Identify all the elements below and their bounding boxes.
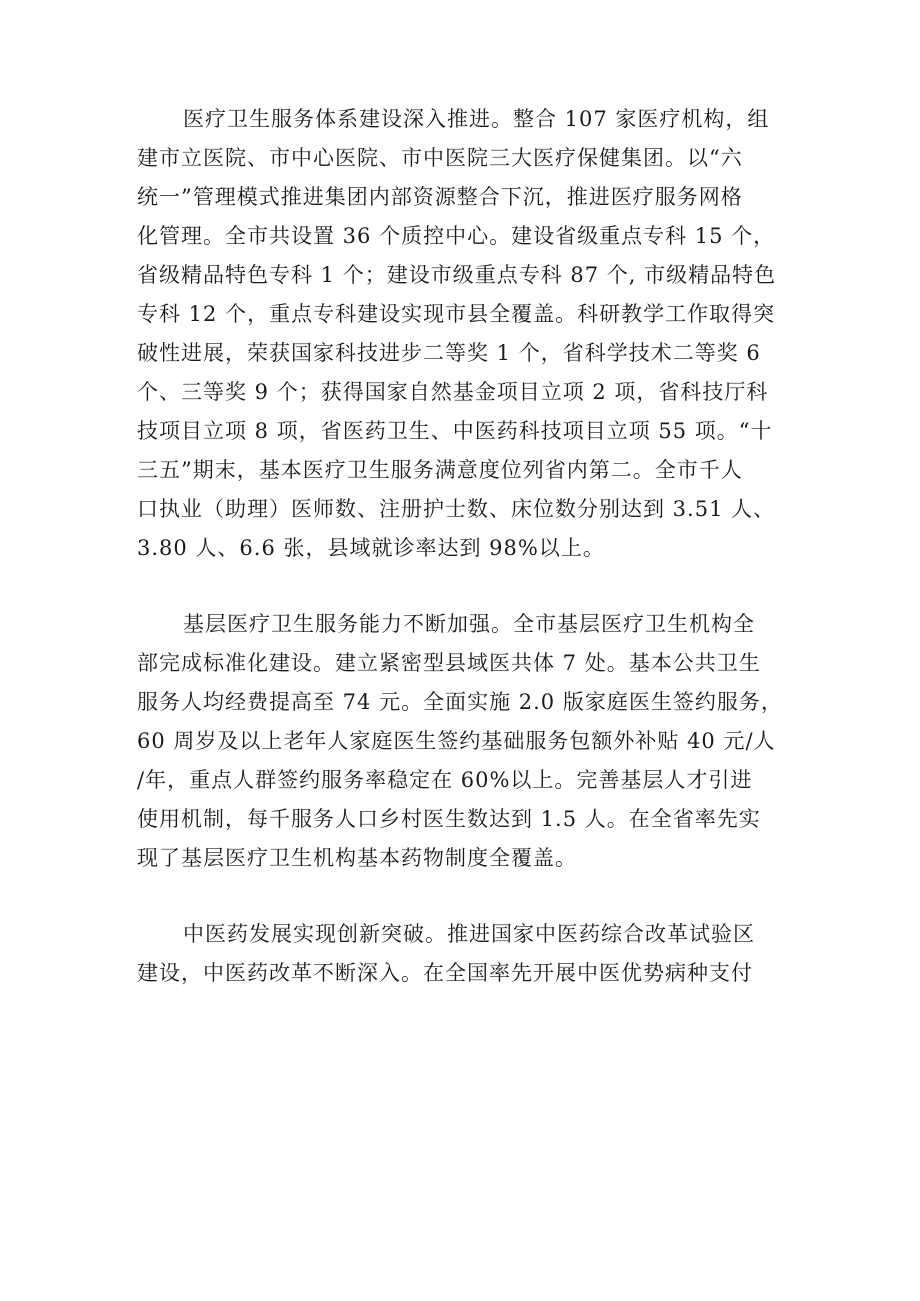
text-line: 省级精品特色专科 1 个；建设市级重点专科 87 个, 市级精品特色 xyxy=(137,263,777,287)
text-line: 个、三等奖 9 个；获得国家自然基金项目立项 2 项，省科技厅科 xyxy=(137,380,769,404)
document-page xyxy=(137,100,787,1030)
text-line: 专科 12 个，重点专科建设实现市县全覆盖。科研教学工作取得突 xyxy=(137,302,776,326)
text-line: 中医药发展实现创新突破。推进国家中医药综合改革试验区 xyxy=(183,922,755,946)
paragraph-medical-system xyxy=(137,100,787,568)
text-line: 服务人均经费提高至 74 元。全面实施 2.0 版家庭医生签约服务， xyxy=(137,690,783,714)
text-line: 基层医疗卫生服务能力不断加强。全市基层医疗卫生机构全 xyxy=(183,612,755,636)
text-line: 三五”期末，基本医疗卫生服务满意度位列省内第二。全市千人 xyxy=(137,458,743,482)
text-line: 建市立医院、市中心医院、市中医院三大医疗保健集团。以“六 xyxy=(137,146,743,170)
text-line: 口执业（助理）医师数、注册护士数、床位数分别达到 3.51 人、 xyxy=(137,497,776,521)
text-line: 医疗卫生服务体系建设深入推进。整合 107 家医疗机构，组 xyxy=(183,107,770,131)
text-line: 60 周岁及以上老年人家庭医生签约基础服务包额外补贴 40 元/人 xyxy=(137,729,776,753)
text-line: 化管理。全市共设置 36 个质控中心。建设省级重点专科 15 个， xyxy=(137,224,776,248)
text-line: 3.80 人、6.6 张，县域就诊率达到 98%以上。 xyxy=(137,536,605,560)
text-line: 技项目立项 8 项，省医药卫生、中医药科技项目立项 55 项。“十 xyxy=(137,419,773,443)
text-line: 统一”管理模式推进集团内部资源整合下沉，推进医疗服务网格 xyxy=(137,185,743,209)
text-line: 部完成标准化建设。建立紧密型县域医共体 7 处。基本公共卫生 xyxy=(137,651,761,675)
text-line: 破性进展，荣获国家科技进步二等奖 1 个，省科学技术二等奖 6 xyxy=(137,341,761,365)
text-line: 使用机制，每千服务人口乡村医生数达到 1.5 人。在全省率先实 xyxy=(137,807,761,831)
text-line: 现了基层医疗卫生机构基本药物制度全覆盖。 xyxy=(137,846,577,870)
paragraph-tcm-development xyxy=(137,915,787,993)
paragraph-grassroots-care xyxy=(137,605,787,878)
text-line: /年，重点人群签约服务率稳定在 60%以上。完善基层人才引进 xyxy=(137,768,753,792)
text-line: 建设，中医药改革不断深入。在全国率先开展中医优势病种支付 xyxy=(137,961,753,985)
